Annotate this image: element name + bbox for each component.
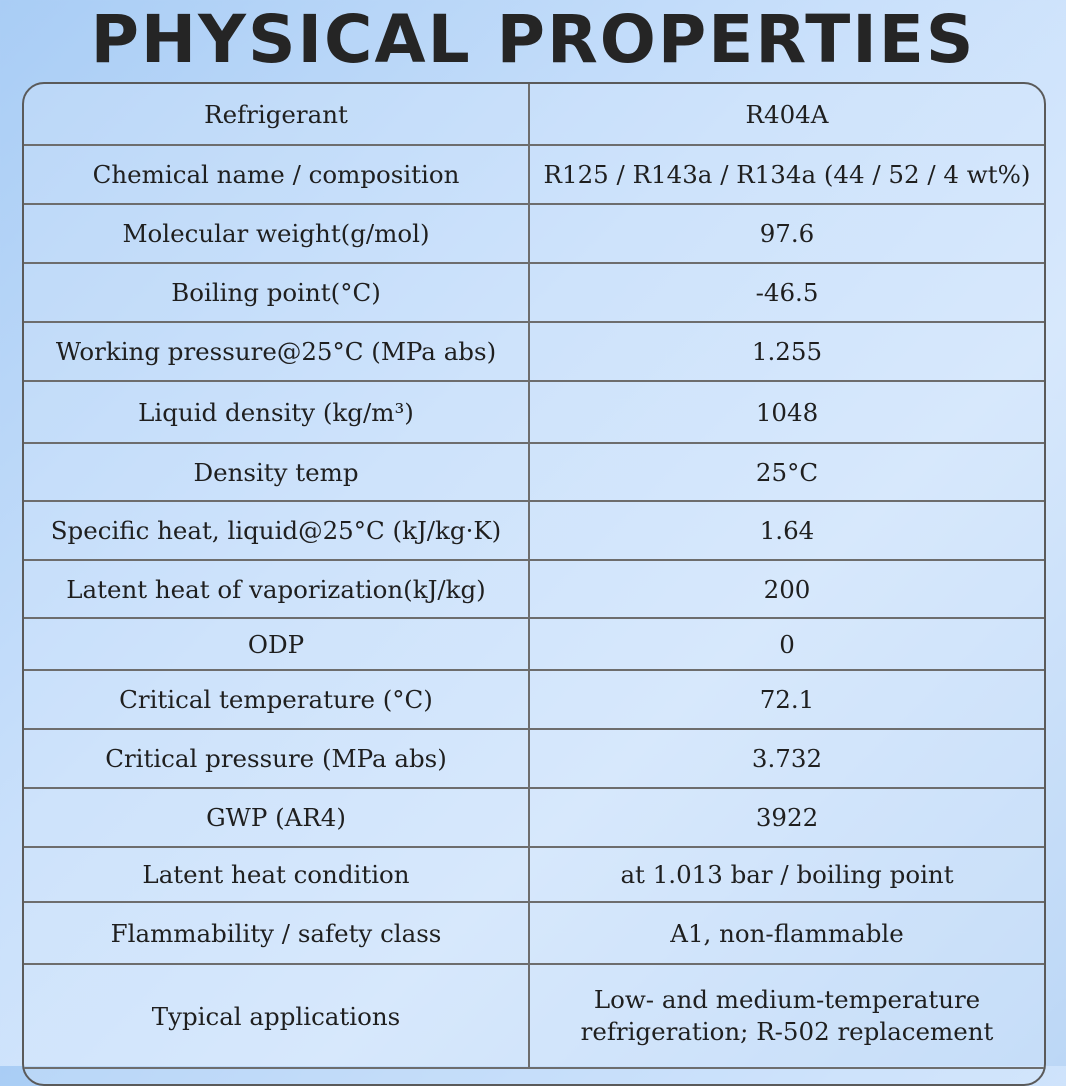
table-row — [24, 204, 1044, 263]
value-cell: -46.5 — [529, 263, 1044, 322]
property-cell: Flammability / safety class — [24, 902, 529, 964]
value-cell: A1, non-flammable — [529, 902, 1044, 964]
value-cell: 3.732 — [529, 729, 1044, 788]
value-cell: Low- and medium-temperature refrigeration; R-502 replacement — [529, 964, 1044, 1068]
table-row — [24, 84, 1044, 145]
value-cell: R404A — [529, 84, 1044, 145]
value-cell: 97.6 — [529, 204, 1044, 263]
property-cell: Specific heat, liquid@25°C (kJ/kg·K) — [24, 501, 529, 560]
value-cell: R125 / R143a / R134a (44 / 52 / 4 wt%) — [529, 145, 1044, 204]
value-cell: 25°C — [529, 443, 1044, 501]
property-cell: Chemical name / composition — [24, 145, 529, 204]
value-cell: 200 — [529, 560, 1044, 618]
property-cell: Liquid density (kg/m³) — [24, 381, 529, 443]
properties-table-grid — [24, 84, 1044, 1069]
table-row — [24, 443, 1044, 501]
table-row — [24, 381, 1044, 443]
value-cell: 1048 — [529, 381, 1044, 443]
properties-table — [22, 82, 1046, 1086]
table-row — [24, 145, 1044, 204]
table-row — [24, 902, 1044, 964]
property-cell: Latent heat of vaporization(kJ/kg) — [24, 560, 529, 618]
table-row — [24, 788, 1044, 847]
property-cell: Typical applications — [24, 964, 529, 1068]
property-cell: GWP (AR4) — [24, 788, 529, 847]
property-cell: Critical temperature (°C) — [24, 670, 529, 729]
table-row — [24, 501, 1044, 560]
table-row — [24, 670, 1044, 729]
property-cell: ODP — [24, 618, 529, 670]
table-row — [24, 618, 1044, 670]
property-cell: Density temp — [24, 443, 529, 501]
property-cell: Boiling point(°C) — [24, 263, 529, 322]
table-row — [24, 322, 1044, 381]
value-cell: 1.255 — [529, 322, 1044, 381]
table-row — [24, 847, 1044, 902]
property-cell: Molecular weight(g/mol) — [24, 204, 529, 263]
value-cell: 3922 — [529, 788, 1044, 847]
property-cell: Working pressure@25°C (MPa abs) — [24, 322, 529, 381]
table-row — [24, 964, 1044, 1068]
value-cell: at 1.013 bar / boiling point — [529, 847, 1044, 902]
table-row — [24, 560, 1044, 618]
page-title: PHYSICAL PROPERTIES — [90, 1, 976, 78]
value-cell: 72.1 — [529, 670, 1044, 729]
table-row — [24, 729, 1044, 788]
property-cell: Critical pressure (MPa abs) — [24, 729, 529, 788]
value-cell: 0 — [529, 618, 1044, 670]
value-cell: 1.64 — [529, 501, 1044, 560]
table-row — [24, 263, 1044, 322]
property-cell: Latent heat condition — [24, 847, 529, 902]
property-cell: Refrigerant — [24, 84, 529, 145]
